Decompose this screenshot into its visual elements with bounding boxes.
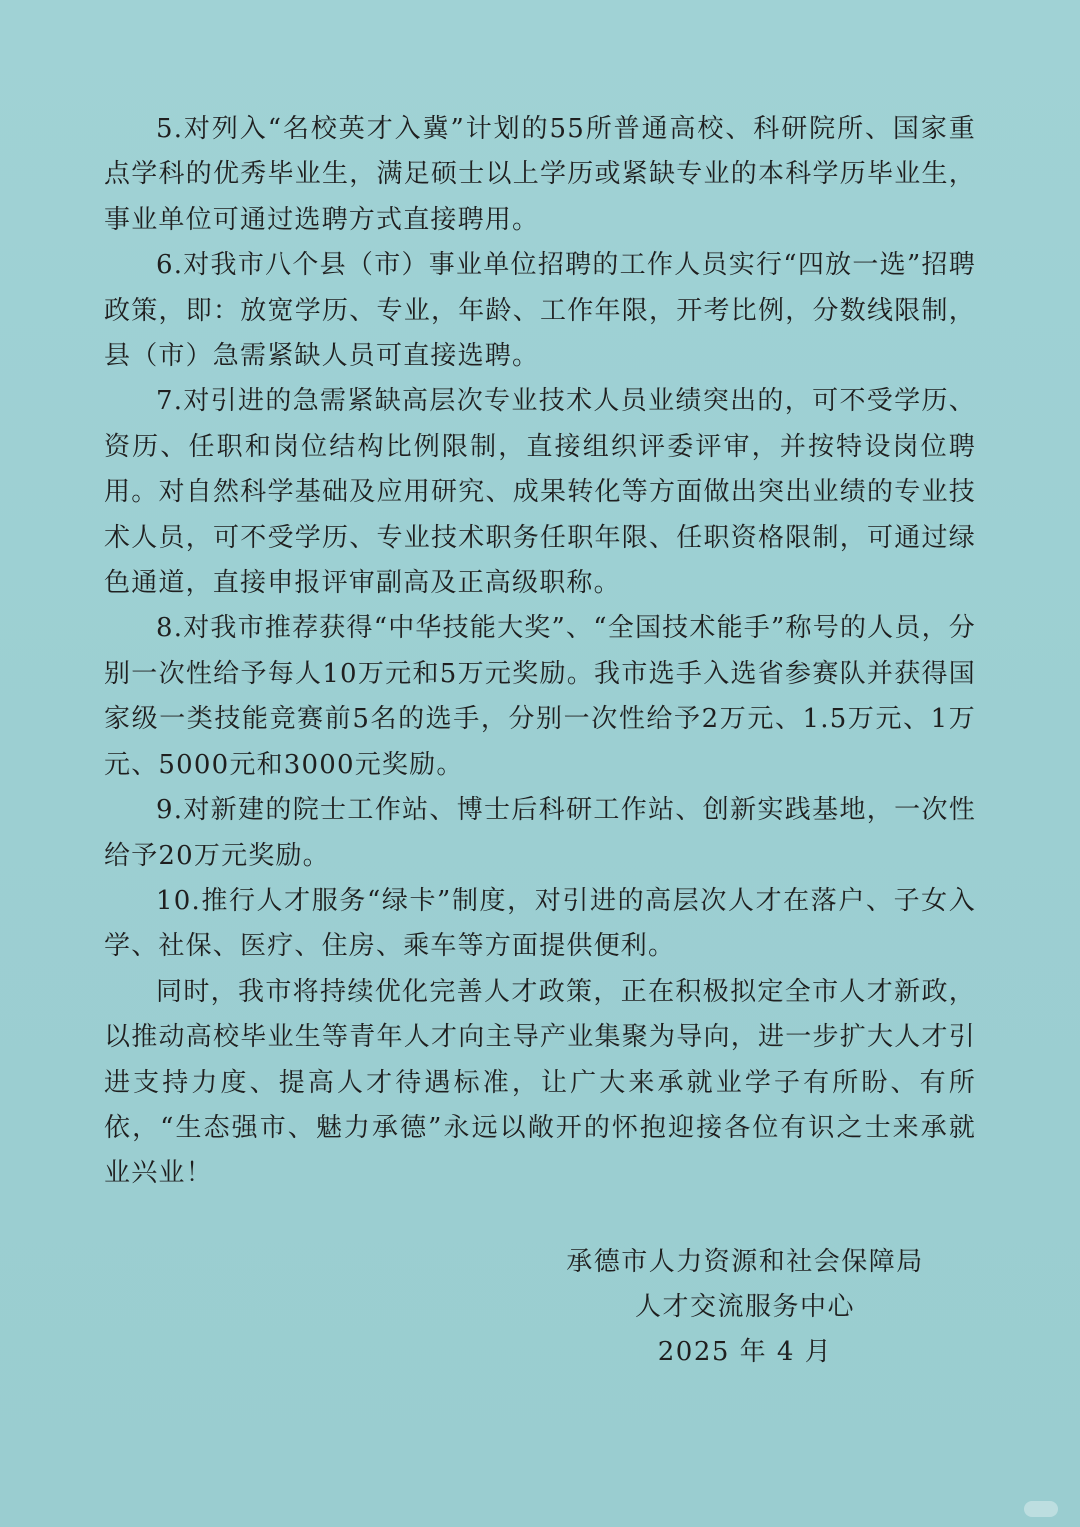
paragraph-item-8: 8.对我市推荐获得“中华技能大奖”、“全国技术能手”称号的人员，分别一次性给予每人10万元和5万元奖励。我市选手入选省参赛队并获得国家级一类技能竞赛前5名的选手，分别一次性给予2万元、1.5万元、1万元、5000元和3000元奖励。 bbox=[104, 613, 976, 780]
paragraph-item-7: 7.对引进的急需紧缺高层次专业技术人员业绩突出的，可不受学历、资历、任职和岗位结构比例限制，直接组织评委评审，并按特设岗位聘用。对自然科学基础及应用研究、成果转化等方面做出突出业绩的专业技术人员，可不受学历、专业技术职务任职年限、任职资格限制，可通过绿色通道，直接申报评审副高及正高级职称。 bbox=[104, 386, 976, 599]
closing-paragraph: 同时，我市将持续优化完善人才政策，正在积极拟定全市人才新政，以推动高校毕业生等青年人才向主导产业集聚为导向，进一步扩大人才引进支持力度、提高人才待遇标准，让广大来承就业学子有所盼、有所依，“生态强市、魅力承德”永远以敞开的怀抱迎接各位有识之士来承就业兴业！ bbox=[104, 976, 976, 1189]
signature-date: 2025 年 4 月 bbox=[657, 1337, 833, 1367]
document-body bbox=[104, 107, 976, 1197]
paragraph-item-5: 5.对列入“名校英才入冀”计划的55所普通高校、科研院所、国家重点学科的优秀毕业生，满足硕士以上学历或紧缺专业的本科学历毕业生，事业单位可通过选聘方式直接聘用。 bbox=[104, 114, 976, 235]
watermark-mark bbox=[1024, 1501, 1058, 1517]
signature-block bbox=[560, 1240, 930, 1375]
paragraph-item-9: 9.对新建的院士工作站、博士后科研工作站、创新实践基地，一次性给予20万元奖励。 bbox=[104, 795, 976, 871]
signature-department: 人才交流服务中心 bbox=[634, 1292, 855, 1322]
signature-organization: 承德市人力资源和社会保障局 bbox=[566, 1247, 924, 1277]
paragraph-item-6: 6.对我市八个县（市）事业单位招聘的工作人员实行“四放一选”招聘政策，即：放宽学历、专业，年龄、工作年限，开考比例，分数线限制，县（市）急需紧缺人员可直接选聘。 bbox=[104, 250, 976, 372]
paragraph-item-10: 10.推行人才服务“绿卡”制度，对引进的高层次人才在落户、子女入学、社保、医疗、住房、乘车等方面提供便利。 bbox=[104, 885, 976, 962]
